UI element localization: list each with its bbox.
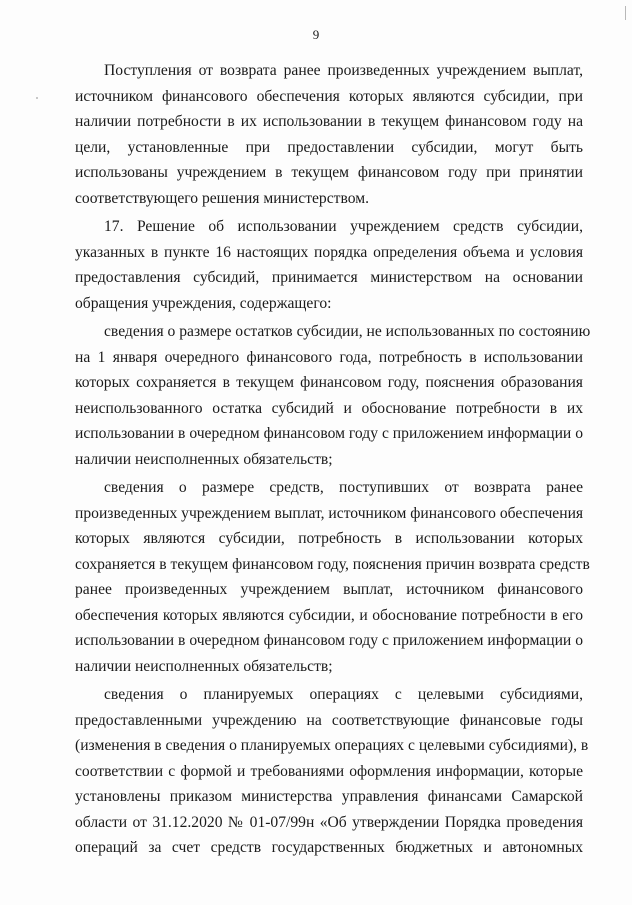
text-line: обращения учреждения, содержащего: — [75, 294, 332, 312]
text-line: наличии неисполненных обязательств; — [75, 657, 333, 675]
paragraph-refund-receipts — [75, 58, 583, 211]
text-line: использованы учреждением в текущем финансовом году при принятии — [75, 164, 583, 181]
text-line: неиспользованного остатка субсидий и обоснование потребности в их — [75, 399, 583, 417]
text-line: использовании в очередном финансовом году с приложением информации о — [75, 632, 583, 649]
text-line: использовании в очередном финансовом году с приложением информации о — [75, 425, 583, 442]
paragraph-refunded-funds — [75, 475, 590, 679]
text-line: на 1 января очередного финансового года, потребность в использовании — [75, 348, 583, 366]
page-number: 9 — [312, 27, 320, 42]
text-line: операций за счет средств государственных бюджетных и автономных — [75, 839, 583, 856]
text-line: соответствии с формой и требованиями оформления информации, которые — [75, 762, 583, 780]
scan-edge-mark — [621, 6, 626, 20]
text-line: сведения о размере остатков субсидии, не использованных по состоянию — [104, 323, 591, 340]
text-line: предоставленными учреждению на соответствующие финансовые годы — [75, 711, 583, 729]
text-line: предоставления субсидий, принимается министерством на основании — [75, 269, 583, 286]
text-line: которых являются субсидии, потребность в использовании которых — [75, 530, 583, 547]
text-line: обеспечения которых являются субсидии, и обоснование потребности в его — [75, 606, 583, 624]
text-line: которых сохраняется в текущем финансовом году, пояснения образования — [75, 374, 583, 391]
paragraph-planned-operations — [75, 682, 589, 861]
text-line: сведения о планируемых операциях с целевыми субсидиями, — [104, 686, 583, 703]
text-line: (изменения в сведения о планируемых операциях с целевыми субсидиями), в — [75, 737, 589, 754]
text-line: Поступления от возврата ранее произведенных учреждением выплат, — [104, 62, 583, 79]
paragraph-item-17 — [75, 214, 583, 316]
text-line: сведения о размере средств, поступивших от возврата ранее — [104, 479, 583, 496]
text-line: произведенных учреждением выплат, источником финансового обеспечения — [75, 504, 584, 522]
text-line: установлены приказом министерства управления финансами Самарской — [75, 788, 583, 805]
text-line: области от 31.12.2020 № 01-07/99н «Об утверждении Порядка проведения — [75, 813, 583, 831]
text-line: сохраняется в текущем финансовом году, пояснения причин возврата средств — [75, 555, 590, 573]
scan-margin-speck — [36, 97, 38, 99]
document-body — [75, 58, 591, 861]
text-line: указанных в пункте 16 настоящих порядка определения объема и условия — [75, 243, 583, 261]
text-line: ранее произведенных учреждением выплат, источником финансового — [75, 581, 583, 598]
text-line: цели, установленные при предоставлении субсидии, могут быть — [75, 138, 583, 156]
text-line: 17. Решение об использовании учреждением средств субсидии, — [104, 218, 583, 235]
paragraph-remaining-balances — [75, 319, 591, 472]
text-line: наличии потребности в их использовании в текущем финансовом году на — [75, 113, 583, 130]
text-line: источником финансового обеспечения которых являются субсидии, при — [75, 87, 583, 105]
text-line: наличии неисполненных обязательств; — [75, 450, 333, 468]
text-line: соответствующего решения министерством. — [75, 189, 369, 207]
